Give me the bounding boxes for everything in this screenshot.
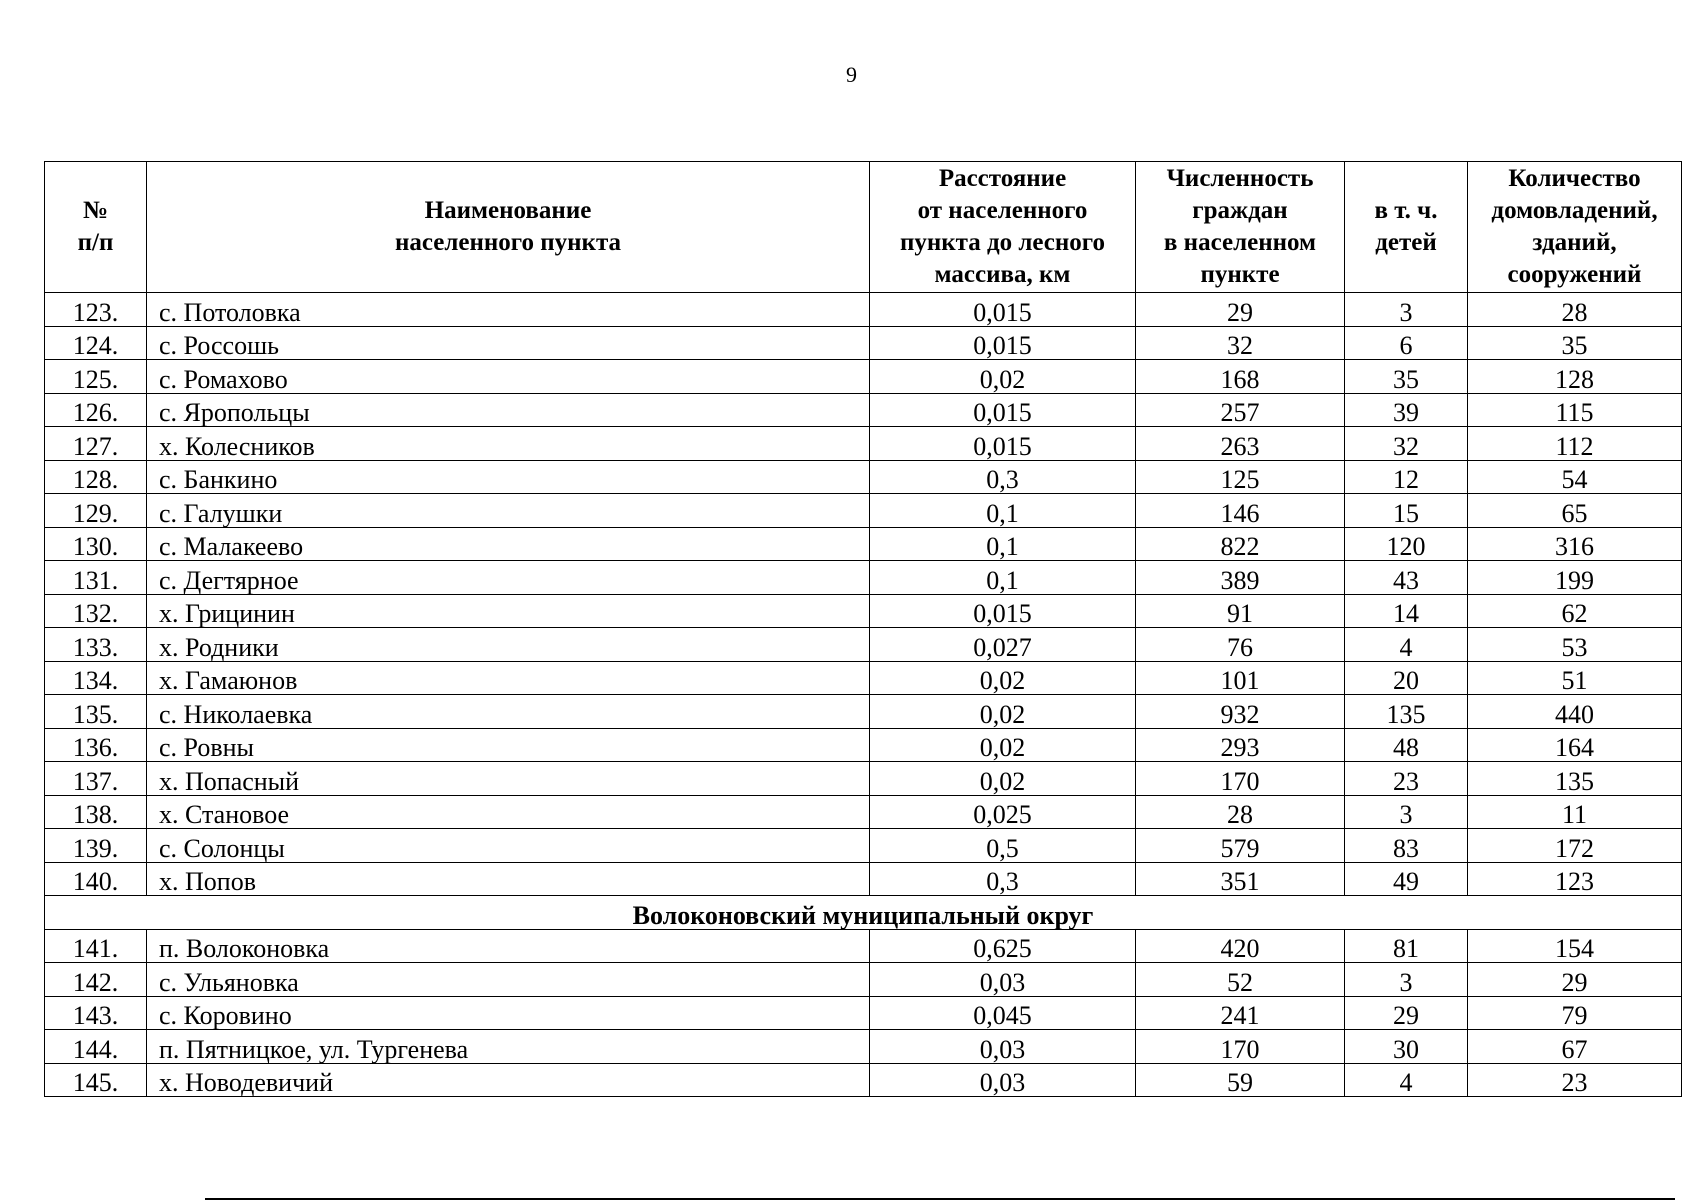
header-name: Наименование населенного пункта bbox=[147, 162, 870, 293]
cell-distance: 0,025 bbox=[870, 795, 1136, 829]
cell-num: 134. bbox=[45, 661, 147, 695]
cell-num: 139. bbox=[45, 829, 147, 863]
cell-children: 49 bbox=[1345, 862, 1468, 896]
cell-population: 170 bbox=[1136, 1030, 1345, 1064]
cell-buildings: 79 bbox=[1468, 996, 1682, 1030]
cell-name: с. Банкино bbox=[147, 460, 870, 494]
cell-population: 932 bbox=[1136, 695, 1345, 729]
table-row bbox=[45, 795, 1682, 829]
cell-num: 145. bbox=[45, 1063, 147, 1097]
table-row bbox=[45, 494, 1682, 528]
cell-buildings: 35 bbox=[1468, 326, 1682, 360]
cell-children: 3 bbox=[1345, 795, 1468, 829]
table-row bbox=[45, 661, 1682, 695]
cell-population: 29 bbox=[1136, 293, 1345, 327]
cell-distance: 0,1 bbox=[870, 494, 1136, 528]
cell-num: 132. bbox=[45, 594, 147, 628]
cell-distance: 0,015 bbox=[870, 594, 1136, 628]
cell-population: 52 bbox=[1136, 963, 1345, 997]
cell-buildings: 29 bbox=[1468, 963, 1682, 997]
cell-children: 23 bbox=[1345, 762, 1468, 796]
district-section bbox=[45, 896, 1682, 930]
cell-distance: 0,02 bbox=[870, 661, 1136, 695]
header-buildings: Количество домовладений, зданий, сооружений bbox=[1468, 162, 1682, 293]
table-row bbox=[45, 393, 1682, 427]
cell-name: х. Гамаюнов bbox=[147, 661, 870, 695]
cell-name: с. Россошь bbox=[147, 326, 870, 360]
cell-name: с. Потоловка bbox=[147, 293, 870, 327]
cell-children: 39 bbox=[1345, 393, 1468, 427]
header-num: № п/п bbox=[45, 162, 147, 293]
cell-buildings: 112 bbox=[1468, 427, 1682, 461]
table-body-main bbox=[45, 293, 1682, 896]
table-row bbox=[45, 929, 1682, 963]
cell-population: 263 bbox=[1136, 427, 1345, 461]
cell-population: 28 bbox=[1136, 795, 1345, 829]
table-header-row bbox=[45, 162, 1682, 293]
cell-num: 142. bbox=[45, 963, 147, 997]
cell-population: 32 bbox=[1136, 326, 1345, 360]
cell-population: 293 bbox=[1136, 728, 1345, 762]
cell-population: 257 bbox=[1136, 393, 1345, 427]
cell-children: 12 bbox=[1345, 460, 1468, 494]
cell-name: х. Родники bbox=[147, 628, 870, 662]
cell-name: х. Попасный bbox=[147, 762, 870, 796]
cell-children: 3 bbox=[1345, 963, 1468, 997]
cell-name: с. Галушки bbox=[147, 494, 870, 528]
cell-children: 3 bbox=[1345, 293, 1468, 327]
cell-num: 125. bbox=[45, 360, 147, 394]
table-row bbox=[45, 762, 1682, 796]
cell-distance: 0,03 bbox=[870, 1030, 1136, 1064]
cell-name: х. Попов bbox=[147, 862, 870, 896]
cell-children: 4 bbox=[1345, 628, 1468, 662]
cell-distance: 0,03 bbox=[870, 1063, 1136, 1097]
cell-name: х. Колесников bbox=[147, 427, 870, 461]
table-row bbox=[45, 460, 1682, 494]
cell-name: с. Ульяновка bbox=[147, 963, 870, 997]
cell-children: 120 bbox=[1345, 527, 1468, 561]
cell-buildings: 123 bbox=[1468, 862, 1682, 896]
cell-num: 138. bbox=[45, 795, 147, 829]
cell-num: 128. bbox=[45, 460, 147, 494]
cell-num: 135. bbox=[45, 695, 147, 729]
header-children: в т. ч. детей bbox=[1345, 162, 1468, 293]
table-row bbox=[45, 326, 1682, 360]
cell-distance: 0,015 bbox=[870, 293, 1136, 327]
cell-distance: 0,027 bbox=[870, 628, 1136, 662]
cell-buildings: 28 bbox=[1468, 293, 1682, 327]
cell-children: 6 bbox=[1345, 326, 1468, 360]
table-row bbox=[45, 1030, 1682, 1064]
table-row bbox=[45, 427, 1682, 461]
cell-distance: 0,02 bbox=[870, 695, 1136, 729]
table-row bbox=[45, 561, 1682, 595]
cell-population: 579 bbox=[1136, 829, 1345, 863]
cell-distance: 0,02 bbox=[870, 360, 1136, 394]
cell-buildings: 316 bbox=[1468, 527, 1682, 561]
cell-distance: 0,015 bbox=[870, 326, 1136, 360]
cell-num: 126. bbox=[45, 393, 147, 427]
cell-num: 124. bbox=[45, 326, 147, 360]
cell-buildings: 172 bbox=[1468, 829, 1682, 863]
cell-distance: 0,015 bbox=[870, 427, 1136, 461]
cell-buildings: 67 bbox=[1468, 1030, 1682, 1064]
cell-name: п. Пятницкое, ул. Тургенева bbox=[147, 1030, 870, 1064]
cell-children: 14 bbox=[1345, 594, 1468, 628]
cell-name: с. Малакеево bbox=[147, 527, 870, 561]
cell-children: 4 bbox=[1345, 1063, 1468, 1097]
cell-distance: 0,5 bbox=[870, 829, 1136, 863]
cell-distance: 0,015 bbox=[870, 393, 1136, 427]
table-row bbox=[45, 628, 1682, 662]
cell-name: с. Ровны bbox=[147, 728, 870, 762]
cell-name: с. Ромахово bbox=[147, 360, 870, 394]
cell-population: 146 bbox=[1136, 494, 1345, 528]
header-population: Численность граждан в населенном пункте bbox=[1136, 162, 1345, 293]
cell-distance: 0,3 bbox=[870, 460, 1136, 494]
cell-buildings: 135 bbox=[1468, 762, 1682, 796]
cell-population: 170 bbox=[1136, 762, 1345, 796]
cell-buildings: 115 bbox=[1468, 393, 1682, 427]
cell-buildings: 164 bbox=[1468, 728, 1682, 762]
cell-num: 130. bbox=[45, 527, 147, 561]
cell-name: с. Дегтярное bbox=[147, 561, 870, 595]
cell-children: 30 bbox=[1345, 1030, 1468, 1064]
cell-distance: 0,1 bbox=[870, 561, 1136, 595]
cell-num: 129. bbox=[45, 494, 147, 528]
cell-name: с. Солонцы bbox=[147, 829, 870, 863]
cell-population: 351 bbox=[1136, 862, 1345, 896]
table-row bbox=[45, 862, 1682, 896]
table-row bbox=[45, 996, 1682, 1030]
cell-children: 32 bbox=[1345, 427, 1468, 461]
table-row bbox=[45, 829, 1682, 863]
cell-buildings: 23 bbox=[1468, 1063, 1682, 1097]
table-body-district bbox=[45, 929, 1682, 1097]
cell-num: 141. bbox=[45, 929, 147, 963]
cell-population: 125 bbox=[1136, 460, 1345, 494]
cell-distance: 0,625 bbox=[870, 929, 1136, 963]
table-row bbox=[45, 594, 1682, 628]
cell-population: 241 bbox=[1136, 996, 1345, 1030]
cell-num: 127. bbox=[45, 427, 147, 461]
table-row bbox=[45, 963, 1682, 997]
cell-population: 420 bbox=[1136, 929, 1345, 963]
cell-population: 101 bbox=[1136, 661, 1345, 695]
cell-distance: 0,045 bbox=[870, 996, 1136, 1030]
cell-num: 137. bbox=[45, 762, 147, 796]
cell-buildings: 199 bbox=[1468, 561, 1682, 595]
page-number: 9 bbox=[846, 62, 857, 87]
cell-children: 29 bbox=[1345, 996, 1468, 1030]
settlements-table bbox=[44, 161, 1682, 1097]
table-row bbox=[45, 728, 1682, 762]
cell-buildings: 440 bbox=[1468, 695, 1682, 729]
cell-name: х. Становое bbox=[147, 795, 870, 829]
cell-name: с. Коровино bbox=[147, 996, 870, 1030]
cell-name: х. Новодевичий bbox=[147, 1063, 870, 1097]
cell-buildings: 65 bbox=[1468, 494, 1682, 528]
cell-distance: 0,02 bbox=[870, 762, 1136, 796]
cell-population: 168 bbox=[1136, 360, 1345, 394]
cell-distance: 0,03 bbox=[870, 963, 1136, 997]
cell-children: 43 bbox=[1345, 561, 1468, 595]
cell-population: 822 bbox=[1136, 527, 1345, 561]
cell-buildings: 128 bbox=[1468, 360, 1682, 394]
cell-population: 59 bbox=[1136, 1063, 1345, 1097]
cell-name: х. Грицинин bbox=[147, 594, 870, 628]
cell-buildings: 11 bbox=[1468, 795, 1682, 829]
cell-children: 15 bbox=[1345, 494, 1468, 528]
cell-population: 91 bbox=[1136, 594, 1345, 628]
cell-num: 140. bbox=[45, 862, 147, 896]
cell-children: 48 bbox=[1345, 728, 1468, 762]
cell-distance: 0,3 bbox=[870, 862, 1136, 896]
cell-distance: 0,1 bbox=[870, 527, 1136, 561]
cell-distance: 0,02 bbox=[870, 728, 1136, 762]
district-row bbox=[45, 896, 1682, 930]
table-row bbox=[45, 293, 1682, 327]
cell-children: 83 bbox=[1345, 829, 1468, 863]
cell-num: 131. bbox=[45, 561, 147, 595]
cell-children: 135 bbox=[1345, 695, 1468, 729]
cell-children: 20 bbox=[1345, 661, 1468, 695]
cell-population: 76 bbox=[1136, 628, 1345, 662]
cell-buildings: 154 bbox=[1468, 929, 1682, 963]
cell-name: с. Николаевка bbox=[147, 695, 870, 729]
cell-buildings: 54 bbox=[1468, 460, 1682, 494]
cell-population: 389 bbox=[1136, 561, 1345, 595]
cell-name: п. Волоконовка bbox=[147, 929, 870, 963]
cell-num: 143. bbox=[45, 996, 147, 1030]
cell-num: 136. bbox=[45, 728, 147, 762]
cell-children: 35 bbox=[1345, 360, 1468, 394]
table-row bbox=[45, 695, 1682, 729]
district-title: Волоконовский муниципальный округ bbox=[45, 896, 1682, 930]
cell-buildings: 51 bbox=[1468, 661, 1682, 695]
cell-buildings: 53 bbox=[1468, 628, 1682, 662]
table-row bbox=[45, 1063, 1682, 1097]
cell-num: 133. bbox=[45, 628, 147, 662]
cell-name: с. Яропольцы bbox=[147, 393, 870, 427]
cell-buildings: 62 bbox=[1468, 594, 1682, 628]
cell-children: 81 bbox=[1345, 929, 1468, 963]
table-row bbox=[45, 360, 1682, 394]
cell-num: 144. bbox=[45, 1030, 147, 1064]
cell-num: 123. bbox=[45, 293, 147, 327]
header-distance: Расстояние от населенного пункта до лесного массива, км bbox=[870, 162, 1136, 293]
table-row bbox=[45, 527, 1682, 561]
